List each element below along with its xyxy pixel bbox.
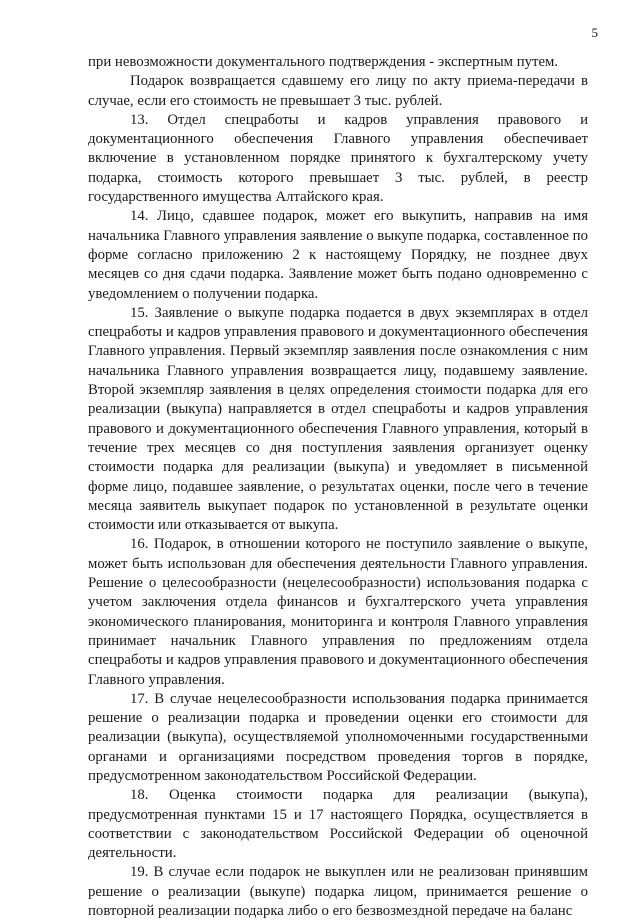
paragraph-19: 19. В случае если подарок не выкуплен или не реализован принявшим решение о реализации (выкупе) подарка лицом, принимается решение о повторной реализации подарка либо о его безвозмездной передаче на баланс [88,864,588,920]
paragraph-13: 13. Отдел спецработы и кадров управления правового и документационного обеспечения Главного управления обеспечивает включение в установленном порядке принятого к бухгалтерскому учету подарка, стоимость которого превышает 3 тыс. рублей, в реестр государственного имущества Алтайского края. [88,111,588,206]
paragraph-18: 18. Оценка стоимости подарка для реализации (выкупа), предусмотренная пунктами 15 и 17 настоящего Порядка, осуществляется в соответствии с законодательством Российской Федерации об оценочной деятельности. [88,787,588,862]
paragraph-continuation: при невозможности документального подтверждения - экспертным путем. [88,54,559,70]
paragraph-17: 17. В случае нецелесообразности использования подарка принимается решение о реализации подарка и проведении оценки его стоимости для реализации (выкупа), осуществляемой уполномоченными государственными органами и организациями посредством проведения торгов в порядке, предусмотренном законодательством Российской Федерации. [88,690,588,784]
paragraph-14: 14. Лицо, сдавшее подарок, может его выкупить, направив на имя начальника Главного управления заявление о выкупе подарка, составленное по форме согласно приложению 2 к настоящему Порядку, не позднее двух месяцев со дня сдачи подарка. Заявление может быть подано одновременно с уведомлением о получении подарка. [88,208,588,302]
paragraph-gift-return: Подарок возвращается сдавшему его лицу по акту приема-передачи в случае, если его стоимость не превышает 3 тыс. рублей. [88,73,588,109]
page-number: 5 [591,25,598,40]
paragraph-16: 16. Подарок, в отношении которого не поступило заявление о выкупе, может быть использован для обеспечения деятельности Главного управления. Решение о целесообразности (нецелесообразности) использования подарка с учетом заключения отдела финансов и бухгалтерского учета управления экономического планирования, мониторинга и контроля Главного управления принимает начальник Главного управления по предложениям отдела спецработы и кадров управления правового и документационного обеспечения Главного управления. [88,536,588,688]
paragraph-15: 15. Заявление о выкупе подарка подается в двух экземплярах в отдел спецработы и кадров управления правового и документационного обеспечения Главного управления. Первый экземпляр заявления после ознакомления с ним начальника Главного управления возвращается лицу, подавшему заявление. Второй экземпляр заявления в целях определения стоимости подарка для его реализации (выкупа) направляется в отдел спецработы и кадров управления правового и документационного обеспечения Главного управления, который в течение трех месяцев со дня поступления заявления организует оценку стоимости подарка для реализации (выкупа) и уведомляет в письменной форме лицо, подавшее заявление, о результатах оценки, после чего в течение месяца заявитель выкупает подарок по установленной в результате оценки стоимости или отказывается от выкупа. [88,304,588,534]
document-body [88,53,588,921]
